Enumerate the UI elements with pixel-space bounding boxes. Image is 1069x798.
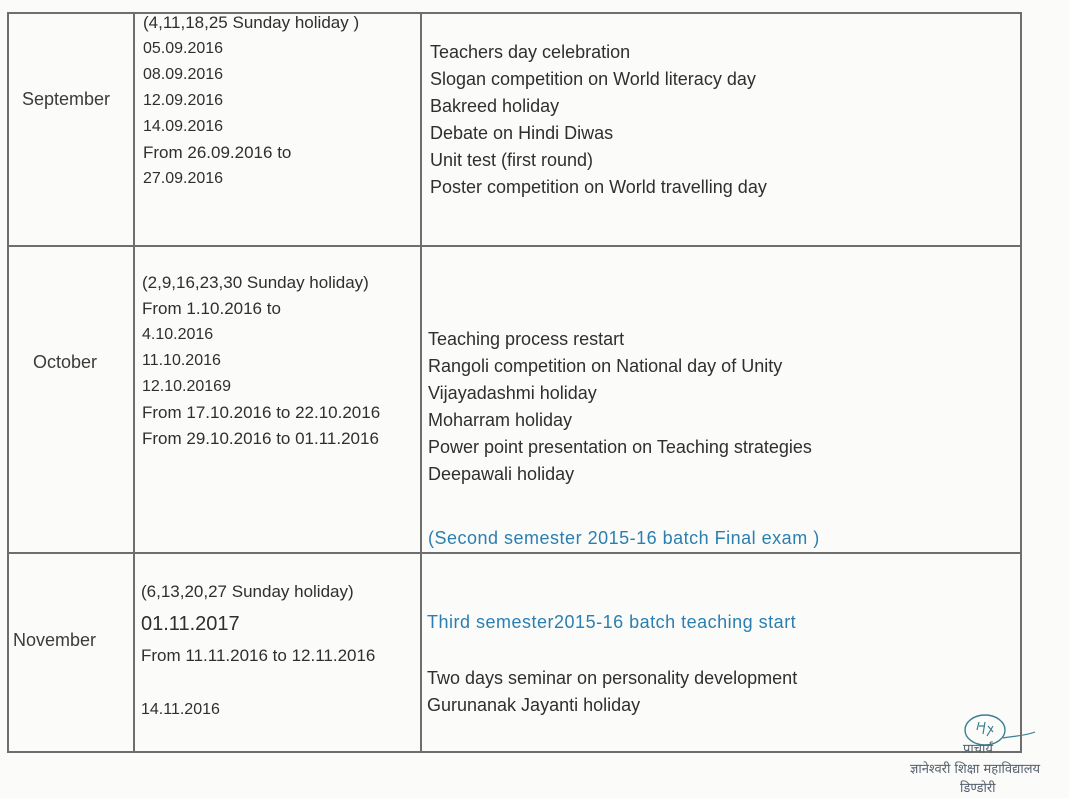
dates-list <box>141 579 375 723</box>
event-item: Slogan competition on World literacy day <box>430 69 756 89</box>
month-label: September <box>22 89 111 109</box>
table-border-bottom <box>7 751 1022 753</box>
event-item: Poster competition on World travelling day <box>430 177 767 197</box>
month-label: October <box>33 352 98 372</box>
events-list <box>430 39 767 201</box>
event-item: Moharram holiday <box>428 410 573 430</box>
date-item: 27.09.2016 <box>143 170 224 187</box>
date-item: 08.09.2016 <box>143 66 224 83</box>
date-item: 14.09.2016 <box>143 118 224 135</box>
table-divider-col2 <box>420 12 422 752</box>
highlight-note: Third semester2015-16 batch teaching start <box>427 612 797 632</box>
event-item: Rangoli competition on National day of Unity <box>428 356 783 376</box>
date-item: From 1.10.2016 to <box>142 299 281 318</box>
events-list <box>427 665 797 719</box>
event-item: Debate on Hindi Diwas <box>430 123 614 143</box>
events-list <box>428 326 812 488</box>
date-item: 11.10.2016 <box>142 352 221 369</box>
event-item: Power point presentation on Teaching strategies <box>428 437 812 457</box>
dates-list <box>142 270 380 452</box>
date-item: From 11.11.2016 to 12.11.2016 <box>141 646 376 665</box>
date-item: From 29.10.2016 to 01.11.2016 <box>142 429 379 448</box>
date-item: 4.10.2016 <box>142 326 214 343</box>
event-item: Gurunanak Jayanti holiday <box>427 695 641 715</box>
event-item: Unit test (first round) <box>430 150 594 170</box>
date-item: (6,13,20,27 Sunday holiday) <box>141 582 354 601</box>
date-item: (2,9,16,23,30 Sunday holiday) <box>142 273 369 292</box>
event-item: Teaching process restart <box>428 329 625 349</box>
institute-place: डिण्डोरी <box>960 781 996 796</box>
event-item: Teachers day celebration <box>430 42 631 62</box>
date-item: From 26.09.2016 to <box>143 143 292 162</box>
table-row-divider-1 <box>7 245 1022 247</box>
institute-name: ज्ञानेश्वरी शिक्षा महाविद्यालय <box>910 762 1041 777</box>
table-divider-col1 <box>133 12 135 752</box>
table-row-divider-2 <box>7 552 1022 554</box>
month-label: November <box>13 630 97 650</box>
highlight-note: (Second semester 2015-16 batch Final exam ) <box>428 528 820 548</box>
date-item: From 17.10.2016 to 22.10.2016 <box>142 403 381 422</box>
date-item: 14.11.2016 <box>141 701 220 718</box>
date-item: 12.09.2016 <box>143 92 224 109</box>
event-item: Deepawali holiday <box>428 464 575 484</box>
event-item: Two days seminar on personality development <box>427 668 798 688</box>
event-item: Bakreed holiday <box>430 96 560 116</box>
event-item: Vijayadashmi holiday <box>428 383 597 403</box>
date-item: 12.10.20169 <box>142 378 231 395</box>
date-item: 05.09.2016 <box>143 40 224 57</box>
dates-list <box>143 10 359 192</box>
date-item: 01.11.2017 <box>141 613 240 635</box>
date-item: (4,11,18,25 Sunday holiday ) <box>143 13 360 32</box>
table-border-right <box>1020 12 1022 752</box>
table-border-left <box>7 12 9 752</box>
signature-title: प्राचार्य <box>963 742 993 757</box>
